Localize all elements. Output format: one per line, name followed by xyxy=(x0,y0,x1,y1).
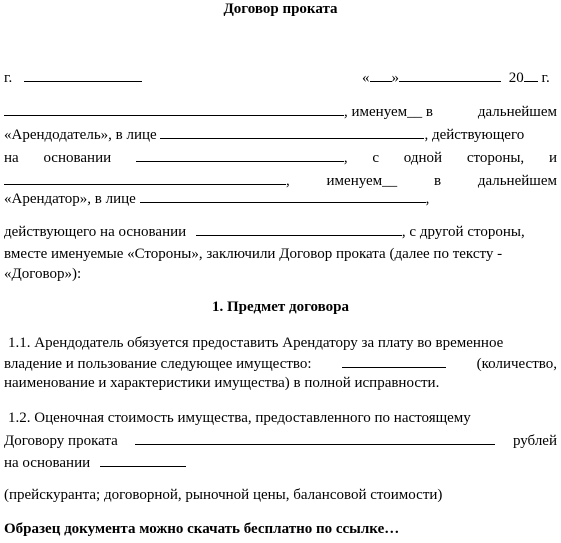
clause-1-2-note: (прейскуранта; договорной, рыночной цены, балансовой стоимости) xyxy=(4,487,443,503)
parties-line-8: «Договор»): xyxy=(4,266,82,282)
word-v: в xyxy=(433,173,442,189)
parties-line-5 xyxy=(4,189,557,208)
word-osnovanii: основании xyxy=(43,150,112,166)
basis-blank xyxy=(100,453,186,467)
further-label-2: дальнейшем xyxy=(477,173,557,189)
lessee-name-blank xyxy=(4,171,286,185)
lessee-basis-blank xyxy=(196,222,402,236)
clause-1-2-line-1: 1.2. Оценочная стоимость имущества, предоставленного по настоящему xyxy=(8,410,471,426)
clause-1-1-line-1: 1.1. Арендодатель обязуется предоставить Арендатору за плату во временное xyxy=(8,335,504,351)
parties-line-6 xyxy=(4,222,557,241)
document-title: Договор проката xyxy=(223,1,338,17)
city-date-line xyxy=(4,68,557,87)
parties-line-1 xyxy=(4,102,557,121)
lessor-rep-blank xyxy=(160,125,424,139)
day-blank xyxy=(370,68,392,82)
clause-1-1-line-3: наименование и характеристики имущества) в полной исправности. xyxy=(4,375,440,391)
word-odnoy: одной xyxy=(403,150,443,166)
city-blank xyxy=(24,68,142,82)
acting-label: , действующего xyxy=(424,127,525,143)
property-label: владение и пользование следующее имущество: xyxy=(4,356,312,372)
parties-line-4 xyxy=(4,171,557,190)
word-na: на xyxy=(4,150,19,166)
named-label: , именуем__ в xyxy=(344,104,433,120)
month-blank xyxy=(399,68,501,82)
acting-basis-label: действующего на основании xyxy=(4,224,187,240)
other-side-label: , с другой стороны, xyxy=(401,224,525,240)
word-storony: стороны, xyxy=(466,150,525,166)
section-1-heading: 1. Предмет договора xyxy=(211,299,350,315)
quantity-label: (количество, xyxy=(476,356,557,372)
lessor-basis-blank xyxy=(136,148,344,162)
clause-1-2-line-2 xyxy=(4,431,557,450)
property-blank xyxy=(342,354,446,368)
lessee-rep-blank xyxy=(140,189,426,203)
date-block xyxy=(362,68,550,87)
date-close-quote: » xyxy=(391,70,399,86)
parties-line-3 xyxy=(4,148,557,167)
year-prefix: 20 xyxy=(508,70,524,86)
year-suffix: г. xyxy=(541,70,550,86)
further-label: дальнейшем xyxy=(477,104,557,120)
parties-line-7: вместе именуемые «Стороны», заключили Договор проката (далее по тексту - xyxy=(4,246,503,262)
comma: , xyxy=(425,191,430,207)
comma: , xyxy=(343,150,348,166)
word-s: с xyxy=(372,150,380,166)
parties-line-2 xyxy=(4,125,557,144)
lessor-label: «Арендодатель», в лице xyxy=(4,127,157,143)
clause-1-2-line-3 xyxy=(4,453,557,472)
date-open-quote: « xyxy=(362,70,370,86)
clause-1-1-line-2 xyxy=(4,354,557,373)
comma: , xyxy=(286,173,290,189)
value-blank xyxy=(135,431,495,445)
basis-label: на основании xyxy=(4,455,91,471)
rubles-label: рублей xyxy=(512,433,557,449)
lessor-name-blank xyxy=(4,102,344,116)
named-label-2: именуем__ xyxy=(326,173,398,189)
download-link[interactable]: Образец документа можно скачать бесплатно по ссылке… xyxy=(4,521,400,537)
contract-label: Договору проката xyxy=(4,433,118,449)
city-prefix: г. xyxy=(4,70,13,86)
lessee-label: «Арендатор», в лице xyxy=(4,191,136,207)
word-i: и xyxy=(548,150,557,166)
year-blank xyxy=(524,68,538,82)
